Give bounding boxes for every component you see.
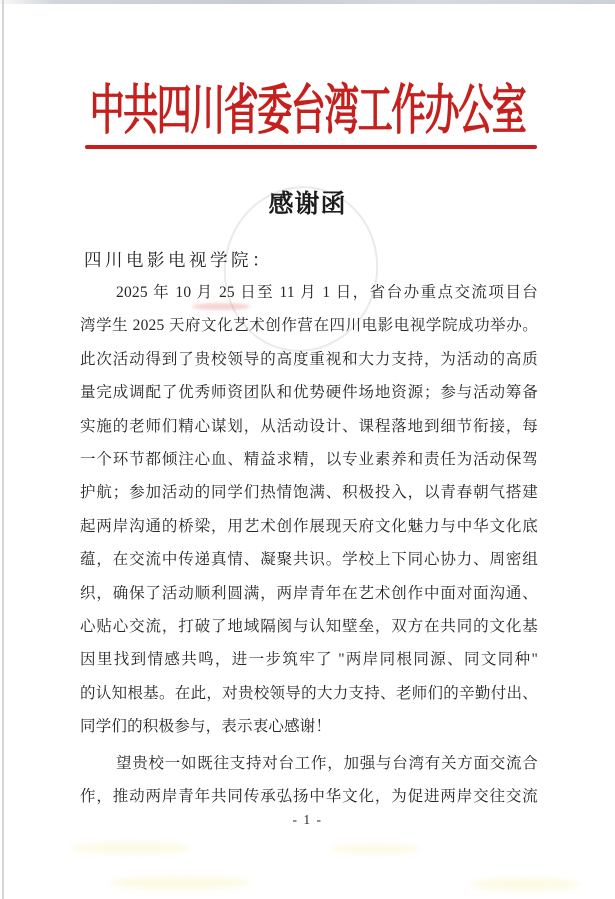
body-line: 2025 年 10 月 25 日至 11 月 1 日，省台办重点交流项目台 (116, 284, 538, 301)
scan-artifact-smudge (330, 844, 420, 854)
scan-artifact-smudge (70, 842, 190, 854)
body-line: 望贵校一如既往支持对台工作，加强与台湾有关方面交流合 (116, 755, 538, 772)
body-line: 因里找到情感共鸣，进一步筑牢了 "两岸同根同源、同文同种" (80, 651, 538, 669)
body-line: 心贴心交流，打破了地域隔阂与认知壁垒，双方在共同的文化基 (80, 617, 538, 635)
scan-artifact-smudge (470, 878, 580, 891)
body-line: 量完成调配了优秀师资团队和优势硬件场地资源；参与活动筹备 (80, 384, 538, 402)
body-line: 起两岸沟通的桥梁，用艺术创作展现天府文化魅力与中华文化底 (80, 517, 538, 535)
letterhead (0, 79, 615, 141)
salutation: 四川电影电视学院： (84, 250, 273, 270)
body-line: 蕴，在交流中传递真情、凝聚共识。学校上下同心协力、周密组 (80, 551, 538, 569)
body-line: 湾学生 2025 天府文化艺术创作营在四川电影电视学院成功举办。 (80, 317, 538, 335)
body-line: 织，确保了活动顺利圆满，两岸青年在艺术创作中面对面沟通、 (80, 584, 538, 602)
paragraph-1 (80, 276, 538, 743)
scan-edge-top (0, 0, 615, 4)
scan-artifact-smudge (110, 876, 250, 890)
body-line: 同学们的积极参与，表示衷心感谢！ (80, 718, 332, 736)
page-number: - 1 - (292, 812, 323, 827)
body-line: 护航；参加活动的同学们热情饱满、积极投入，以青春朝气搭建 (80, 484, 538, 502)
paragraph-2 (80, 747, 538, 814)
letterhead-title: 中共四川省委台湾工作办公室 (89, 79, 526, 141)
body-line: 实施的老师们精心谋划，从活动设计、课程落地到细节衔接，每 (80, 417, 538, 435)
body-line: 的认知根基。在此，对贵校领导的大力支持、老师们的辛勤付出、 (80, 684, 538, 702)
body-line: 作，推动两岸青年共同传承弘扬中华文化，为促进两岸交往交流 (80, 788, 538, 806)
letterhead-divider (85, 145, 537, 149)
document-title: 感谢函 (268, 191, 347, 218)
body-line: 此次活动得到了贵校领导的高度重视和大力支持，为活动的高质 (80, 350, 538, 368)
body-line: 一个环节都倾注心血、精益求精，以专业素养和责任为活动保驾 (80, 450, 538, 468)
